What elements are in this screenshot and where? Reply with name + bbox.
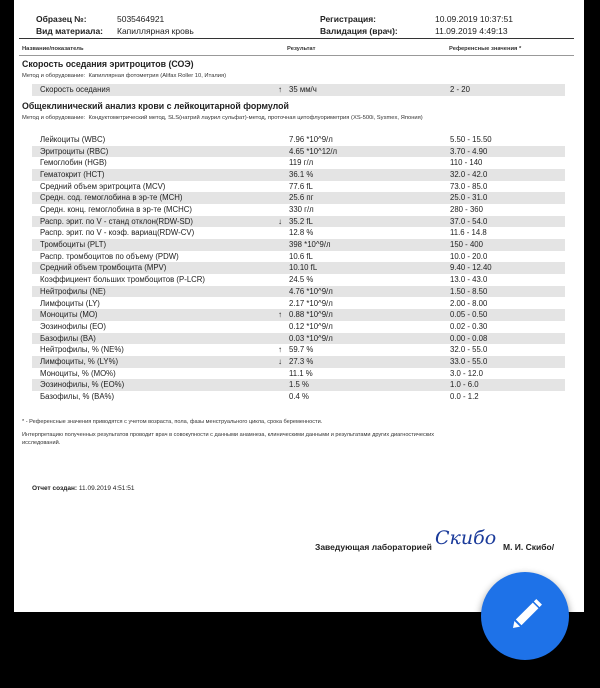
- reference-range: 110 - 140: [450, 158, 483, 168]
- result-value: 27.3 %: [289, 356, 314, 366]
- reference-range: 3.70 - 4.90: [450, 146, 488, 156]
- reference-range: 33.0 - 55.0: [450, 356, 488, 366]
- result-row: [32, 251, 565, 263]
- result-value: 2.17 *10^9/л: [289, 298, 333, 308]
- reference-range: 2 - 20: [450, 85, 470, 94]
- reference-range: 0.0 - 1.2: [450, 391, 479, 401]
- material-value: Капиллярная кровь: [117, 26, 194, 36]
- column-header-divider: [19, 55, 574, 56]
- test-name: Тромбоциты (PLT): [40, 240, 107, 250]
- reference-range: 32.0 - 55.0: [450, 345, 488, 355]
- reference-range: 73.0 - 85.0: [450, 181, 488, 191]
- reference-range: 1.0 - 6.0: [450, 380, 479, 390]
- test-name: Эритроциты (RBC): [40, 146, 109, 156]
- section-title-cbc: Общеклинический анализ крови с лейкоцитарной формулой: [22, 101, 289, 111]
- section-method-cbc: [22, 114, 522, 122]
- test-name: Моноциты, % (MO%): [40, 368, 116, 378]
- result-row: [32, 309, 565, 321]
- test-name: Нейтрофилы (NE): [40, 286, 106, 296]
- reference-range: 2.00 - 8.00: [450, 298, 488, 308]
- registration-label: Регистрация:: [320, 14, 377, 24]
- abnormal-flag: ↑: [278, 345, 282, 355]
- test-name: Базофилы (BA): [40, 333, 96, 343]
- result-value: 398 *10^9/л: [289, 240, 331, 250]
- method-label: Метод и оборудование:: [22, 73, 86, 79]
- result-value: 10.6 fL: [289, 251, 313, 261]
- abnormal-flag: ↑: [278, 310, 282, 320]
- column-header-result: Результат: [287, 46, 316, 52]
- reference-range: 10.0 - 20.0: [450, 251, 488, 261]
- reference-range: 1.50 - 8.50: [450, 286, 488, 296]
- signature-title: Заведующая лабораторией: [315, 542, 432, 552]
- result-row: [32, 344, 565, 356]
- test-name: Скорость оседания: [40, 85, 111, 94]
- result-row: [32, 204, 565, 216]
- result-row: [32, 84, 565, 96]
- registration-value: 10.09.2019 10:37:51: [435, 14, 513, 24]
- result-value: 0.03 *10^9/л: [289, 333, 333, 343]
- validation-label: Валидация (врач):: [320, 26, 398, 36]
- test-name: Нейтрофилы, % (NE%): [40, 345, 124, 355]
- result-row: [32, 321, 565, 333]
- sample-value: 5035464921: [117, 14, 165, 24]
- result-value: 10.10 fL: [289, 263, 318, 273]
- test-name: Гемоглобин (HGB): [40, 158, 107, 168]
- reference-range: 0.00 - 0.08: [450, 333, 488, 343]
- column-header-reference: Референсные значения *: [449, 46, 522, 52]
- test-name: Лейкоциты (WBC): [40, 135, 106, 144]
- test-name: Распр. эрит. по V - коэф. вариац(RDW-CV): [40, 228, 195, 238]
- result-row: [32, 286, 565, 298]
- result-value: 0.12 *10^9/л: [289, 321, 333, 331]
- result-value: 119 г/л: [289, 158, 314, 168]
- edit-fab-button[interactable]: [481, 572, 569, 660]
- result-row: [32, 368, 565, 380]
- report-created-label: Отчет создан:: [32, 485, 78, 492]
- reference-range: 13.0 - 43.0: [450, 275, 488, 285]
- result-value: 36.1 %: [289, 170, 314, 180]
- section-title-esr: Скорость оседания эритроцитов (СОЭ): [22, 59, 194, 69]
- test-name: Средн. конц. гемоглобина в эр-те (MCHC): [40, 205, 193, 215]
- result-value: 25.6 пг: [289, 193, 314, 203]
- pencil-edit-icon: [481, 572, 569, 660]
- test-name: Эозинофилы, % (EO%): [40, 380, 125, 390]
- reference-range: 0.05 - 0.50: [450, 310, 488, 320]
- report-created-value: 11.09.2019 4:51:51: [78, 485, 135, 492]
- result-value: 4.65 *10^12/л: [289, 146, 338, 156]
- abnormal-flag: ↑: [278, 85, 282, 94]
- method-value: Капиллярная фотометрия (Alifax Roller 10, Италия): [88, 73, 227, 79]
- result-value: 0.88 *10^9/л: [289, 310, 333, 320]
- reference-range: 280 - 360: [450, 205, 483, 215]
- test-name: Средний объем эритроцита (MCV): [40, 181, 166, 191]
- result-row: [32, 262, 565, 274]
- result-row: [32, 192, 565, 204]
- result-value: 12.8 %: [289, 228, 314, 238]
- result-row: [32, 157, 565, 169]
- result-row: [32, 134, 565, 146]
- reference-range: 37.0 - 54.0: [450, 216, 488, 226]
- reference-range: 150 - 400: [450, 240, 483, 250]
- result-value: 1.5 %: [289, 380, 309, 390]
- result-row: [32, 181, 565, 193]
- handwritten-signature: Скибо: [435, 527, 497, 549]
- test-name: Распр. эрит. по V - станд отклон(RDW-SD): [40, 216, 193, 226]
- abnormal-flag: ↓: [278, 216, 282, 226]
- method-value: Кондуктометрический метод, SLS(натрий лаурил сульфат)-метод, проточная цитофлуориметрия (XS-500i, Sysmex, Япония): [88, 115, 423, 121]
- test-name: Базофилы, % (BA%): [40, 391, 115, 401]
- validation-value: 11.09.2019 4:49:13: [435, 26, 508, 36]
- method-label: Метод и оборудование:: [22, 115, 86, 121]
- test-name: Лимфоциты, % (LY%): [40, 356, 119, 366]
- result-row: [32, 298, 565, 310]
- reference-footnote: * - Референсные значения приводятся с учетом возраста, пола, фазы менструального цикла, срока беременности.: [22, 419, 323, 425]
- test-name: Гематокрит (HCT): [40, 170, 105, 180]
- signatory-name: М. И. Скибо/: [503, 542, 555, 552]
- report-page: [14, 0, 584, 612]
- test-name: Средний объем тромбоцита (MPV): [40, 263, 167, 273]
- test-name: Эозинофилы (EO): [40, 321, 106, 331]
- test-name: Средн. сод. гемоглобина в эр-те (MCH): [40, 193, 183, 203]
- test-name: Коэффициент больших тромбоцитов (P-LCR): [40, 275, 206, 285]
- column-header-name: Название/показатель: [22, 46, 84, 52]
- result-row: [32, 216, 565, 228]
- result-row: [32, 274, 565, 286]
- result-value: 0.4 %: [289, 391, 309, 401]
- report-created: [32, 485, 134, 492]
- result-value: 330 г/л: [289, 205, 314, 215]
- result-row: [32, 391, 565, 403]
- reference-range: 9.40 - 12.40: [450, 263, 492, 273]
- section-method-esr: [22, 72, 226, 80]
- result-row: [32, 379, 565, 391]
- test-name: Распр. тромбоцитов по объему (PDW): [40, 251, 179, 261]
- result-row: [32, 239, 565, 251]
- abnormal-flag: ↓: [278, 356, 282, 366]
- result-row: [32, 169, 565, 181]
- reference-range: 5.50 - 15.50: [450, 135, 492, 144]
- result-value: 11.1 %: [289, 368, 313, 378]
- sample-label: Образец №:: [36, 14, 87, 24]
- result-row: [32, 227, 565, 239]
- result-row: [32, 356, 565, 368]
- interpretation-note: Интерпретацию полученных результатов проводит врач в совокупности с данными анамнеза, клиническими данными и результатами других диагностических исследований.: [22, 432, 435, 446]
- reference-range: 3.0 - 12.0: [450, 368, 483, 378]
- test-name: Лимфоциты (LY): [40, 298, 100, 308]
- material-label: Вид материала:: [36, 26, 104, 36]
- reference-range: 32.0 - 42.0: [450, 170, 488, 180]
- result-row: [32, 146, 565, 158]
- result-value: 7.96 *10^9/л: [289, 135, 333, 144]
- result-value: 59.7 %: [289, 345, 314, 355]
- result-value: 35 мм/ч: [289, 85, 317, 94]
- result-value: 24.5 %: [289, 275, 314, 285]
- reference-range: 0.02 - 0.30: [450, 321, 488, 331]
- reference-range: 11.6 - 14.8: [450, 228, 487, 238]
- result-value: 35.2 fL: [289, 216, 313, 226]
- result-value: 77.6 fL: [289, 181, 313, 191]
- reference-range: 25.0 - 31.0: [450, 193, 488, 203]
- header-divider: [19, 38, 574, 39]
- test-name: Моноциты (MO): [40, 310, 98, 320]
- result-value: 4.76 *10^9/л: [289, 286, 333, 296]
- result-row: [32, 333, 565, 345]
